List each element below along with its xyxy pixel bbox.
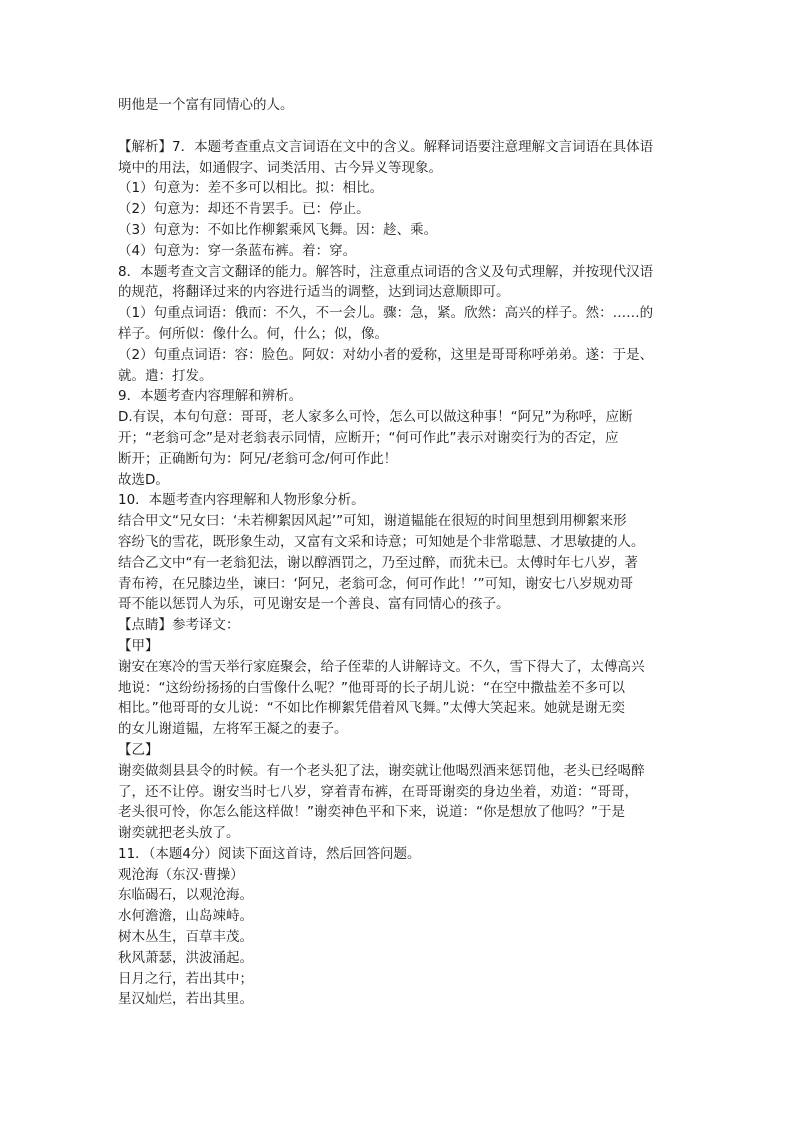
text-line: 容纷飞的雪花，既形象生动，又富有文采和诗意；可知她是个非常聪慧、才思敏捷的人。 bbox=[118, 533, 645, 550]
text-line: 地说：“这纷纷扬扬的白雪像什么呢？”他哥哥的长子胡儿说：“在空中撒盐差不多可以 bbox=[118, 679, 625, 696]
text-line: （4）句意为：穿一条蓝布裤。着：穿。 bbox=[118, 242, 357, 259]
text-line: 11．（本题4分）阅读下面这首诗，然后回答问题。 bbox=[118, 845, 421, 862]
text-block bbox=[118, 95, 678, 116]
text-line: （1）句重点词语：俄而：不久，不一会儿。骤：急，紧。欣然：高兴的样子。然：……的 bbox=[118, 305, 654, 322]
text-line: 日月之行，若出其中； bbox=[118, 970, 253, 987]
text-line: 开；“老翁可念”是对老翁表示同情，应断开；“何可作此”表示对谢奕行为的否定，应 bbox=[118, 429, 619, 446]
document-page bbox=[118, 95, 678, 1010]
text-line: 【解析】7．本题考查重点文言词语在文中的含义。解释词语要注意理解文言词语在具体语 bbox=[118, 138, 654, 155]
text-line: 相比。”他哥哥的女儿说：“不如比作柳絮凭借着风飞舞。”太傅大笑起来。她就是谢无奕 bbox=[118, 700, 625, 717]
text-line: 结合甲文“兄女曰：‘未若柳絮因风起’”可知，谢道韫能在很短的时间里想到用柳絮来形 bbox=[118, 513, 627, 530]
text-line: 了，还不让停。谢安当时七八岁，穿着青布裤，在哥哥谢奕的身边坐着，劝道：“哥哥， bbox=[118, 783, 638, 800]
text-line: （2）句重点词语：容：脸色。阿奴：对幼小者的爱称，这里是哥哥称呼弟弟。遂：于是、 bbox=[118, 346, 654, 363]
text-line: 【点睛】参考译文： bbox=[118, 617, 240, 634]
document-body bbox=[118, 95, 678, 1010]
text-line: 树木丛生，百草丰茂。 bbox=[118, 929, 253, 946]
text-line: 哥不能以惩罚人为乐，可见谢安是一个善良、富有同情心的孩子。 bbox=[118, 596, 510, 613]
text-line: 青布袴，在兄膝边坐，谏曰：‘阿兄，老翁可念，何可作此！’”可知，谢安七八岁规劝哥 bbox=[118, 575, 634, 592]
text-line: 谢安在寒冷的雪天举行家庭聚会，给子侄辈的人讲解诗文。不久，雪下得大了，太傅高兴 bbox=[118, 658, 645, 675]
text-line: 东临碣石，以观沧海。 bbox=[118, 887, 253, 904]
text-line: 观沧海（东汉·曹操） bbox=[118, 866, 244, 883]
text-line: （3）句意为：不如比作柳絮乘风飞舞。因：趁、乘。 bbox=[118, 221, 438, 238]
text-line: （2）句意为：却还不肯罢手。已：停止。 bbox=[118, 201, 370, 218]
text-line: 8．本题考查文言文翻译的能力。解答时，注意重点词语的含义及句式理解，并按现代汉语 bbox=[118, 263, 654, 280]
text-line: 秋风萧瑟，洪波涌起。 bbox=[118, 949, 253, 966]
text-line: 结合乙文中“有一老翁犯法，谢以醇酒罚之，乃至过醉，而犹未已。太傅时年七八岁，著 bbox=[118, 554, 638, 571]
text-line: （1）句意为：差不多可以相比。拟：相比。 bbox=[118, 180, 384, 197]
text-line: D.有误，本句句意：哥哥，老人家多么可怜，怎么可以做这种事！“阿兄”为称呼，应断 bbox=[118, 409, 633, 426]
text-line: 老头很可怜，你怎么能这样做！”谢奕神色平和下来，说道：“你是想放了他吗？”于是 bbox=[118, 804, 625, 821]
text-line: 星汉灿烂，若出其里。 bbox=[118, 991, 253, 1008]
text-line: 【乙】 bbox=[118, 741, 159, 758]
text-line: 样子。何所似：像什么。何，什么；似，像。 bbox=[118, 325, 388, 342]
text-line: 故选D。 bbox=[118, 471, 169, 488]
text-line: 境中的用法，如通假字、词类活用、古今异义等现象。 bbox=[118, 159, 442, 176]
text-line: 断开；正确断句为：阿兄/老翁可念/何可作此！ bbox=[118, 450, 398, 467]
text-line: 就。遣：打发。 bbox=[118, 367, 213, 384]
text-line: 【甲】 bbox=[118, 637, 159, 654]
text-line: 水何澹澹，山岛竦峙。 bbox=[118, 908, 253, 925]
paragraph-gap bbox=[118, 116, 678, 137]
text-line: 10．本题考查内容理解和人物形象分析。 bbox=[118, 492, 365, 509]
text-line: 的女儿谢道韫，左将军王凝之的妻子。 bbox=[118, 721, 348, 738]
text-line: 9．本题考查内容理解和辨析。 bbox=[118, 388, 303, 405]
text-line: 明他是一个富有同情心的人。 bbox=[118, 97, 294, 113]
text-line: 谢奕做剡县县令的时候。有一个老头犯了法，谢奕就让他喝烈酒来惩罚他，老头已经喝醉 bbox=[118, 762, 645, 779]
text-block bbox=[118, 137, 678, 1010]
text-line: 谢奕就把老头放了。 bbox=[118, 825, 240, 842]
text-line: 的规范，将翻译过来的内容进行适当的调整，达到词达意顺即可。 bbox=[118, 284, 510, 301]
